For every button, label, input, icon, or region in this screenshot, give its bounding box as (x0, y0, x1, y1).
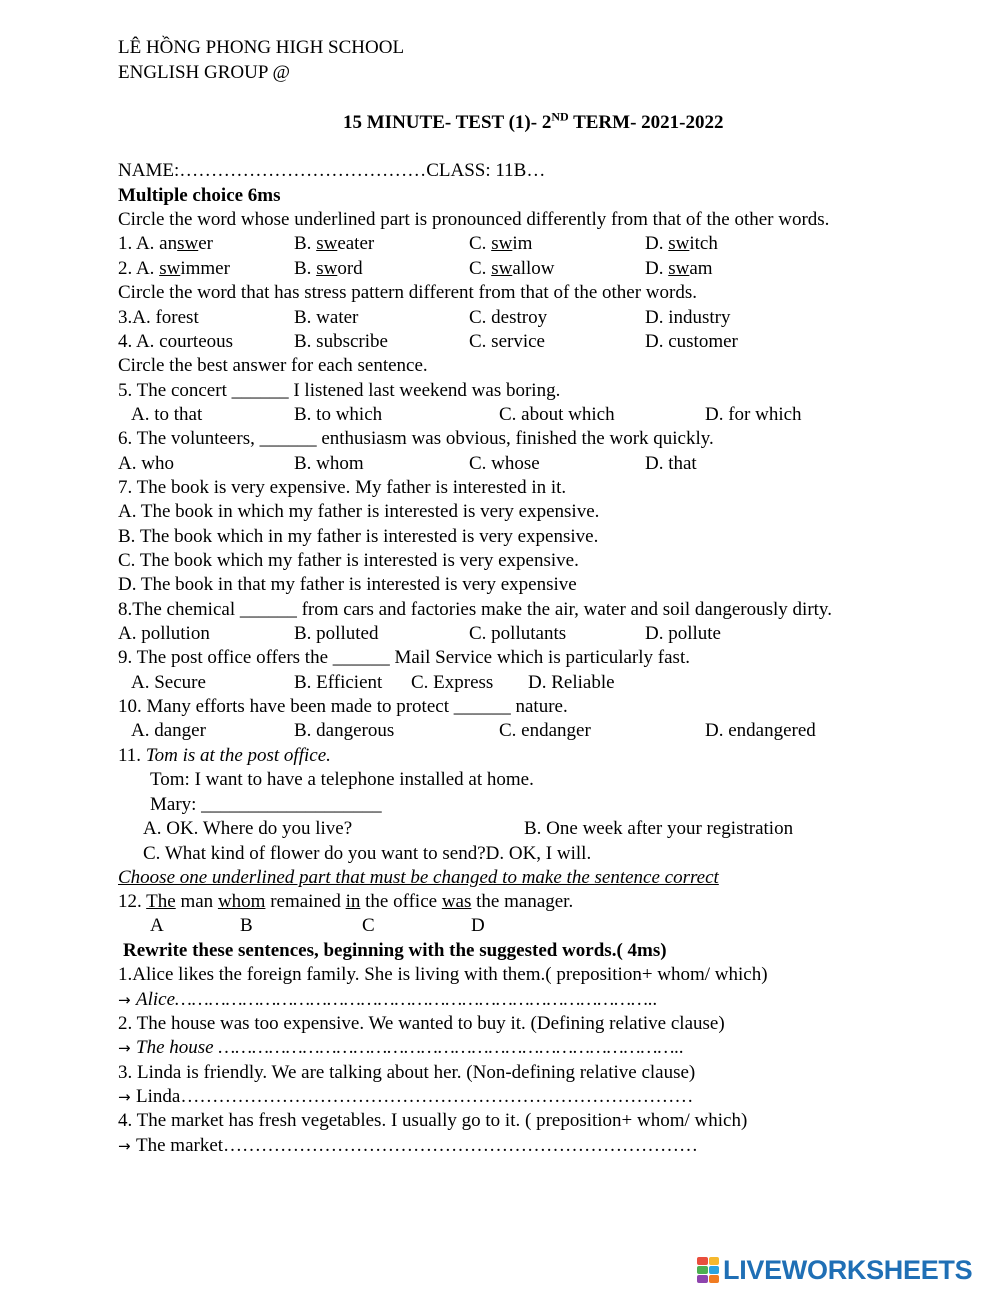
q7-option-d[interactable]: D. The book in that my father is interested is very expensive (118, 574, 577, 595)
q9-option-c[interactable]: C. Express (411, 672, 494, 693)
q12-part-c[interactable]: in (345, 891, 361, 912)
q11-mary-line: Mary: ___________________ (150, 794, 382, 815)
q4-option-b[interactable]: B. subscribe (294, 331, 388, 352)
section-heading-rewrite: Rewrite these sentences, beginning with the suggested words.( 4ms) (123, 940, 667, 961)
q7-option-b[interactable]: B. The book which in my father is interested is very expensive. (118, 526, 599, 547)
instruction-best-answer: Circle the best answer for each sentence. (118, 355, 428, 376)
q10-stem: 10. Many efforts have been made to protect ______ nature. (118, 696, 568, 717)
q7-option-a[interactable]: A. The book in which my father is interested is very expensive. (118, 501, 600, 522)
q7-stem: 7. The book is very expensive. My father is interested in it. (118, 477, 567, 498)
q2-option-d[interactable]: D. swam (645, 258, 713, 279)
q12-letter-b: B (240, 915, 253, 936)
liveworksheets-logo (697, 1255, 972, 1285)
q10-option-b[interactable]: B. dangerous (294, 720, 395, 741)
q2-option-b[interactable]: B. sword (294, 258, 363, 279)
arrow-icon: → (118, 1039, 131, 1057)
q2-option-c[interactable]: C. swallow (469, 258, 555, 279)
q9-option-d[interactable]: D. Reliable (528, 672, 615, 693)
q10-option-a[interactable]: A. danger (131, 720, 206, 741)
q10-option-c[interactable]: C. endanger (499, 720, 591, 741)
rewrite-4-question: 4. The market has fresh vegetables. I usually go to it. ( preposition+ whom/ which) (118, 1110, 748, 1131)
q8-option-d[interactable]: D. pollute (645, 623, 721, 644)
section-heading-mc: Multiple choice 6ms (118, 185, 281, 206)
q10-option-d[interactable]: D. endangered (705, 720, 816, 741)
rewrite-1-question: 1.Alice likes the foreign family. She is living with them.( preposition+ whom/ which) (118, 964, 768, 985)
q8-option-a[interactable]: A. pollution (118, 623, 210, 644)
q1-option-c[interactable]: C. swim (469, 233, 533, 254)
q11-option-a[interactable]: A. OK. Where do you live? (143, 818, 353, 839)
rewrite-2-answer[interactable]: → The house ……………………………………………………………………….. (118, 1037, 684, 1058)
arrow-icon: → (118, 1088, 131, 1106)
q11-option-c-d[interactable]: C. What kind of flower do you want to send?D. OK, I will. (143, 843, 592, 864)
q6-option-b[interactable]: B. whom (294, 453, 364, 474)
q12-part-b[interactable]: whom (217, 891, 266, 912)
q5-option-c[interactable]: C. about which (499, 404, 615, 425)
instruction-pronunciation: Circle the word whose underlined part is pronounced differently from that of the other words. (118, 209, 830, 230)
q11-context: 11. Tom is at the post office. (118, 745, 331, 766)
test-title: 15 MINUTE- TEST (1)- 2ND TERM- 2021-2022 (343, 109, 724, 133)
instruction-stress: Circle the word that has stress pattern different from that of the other words. (118, 282, 697, 303)
q12-sentence: 12. The man whom remained in the office was the manager. (118, 891, 574, 912)
q4-option-d[interactable]: D. customer (645, 331, 738, 352)
q5-option-d[interactable]: D. for which (705, 404, 802, 425)
q4-option-a[interactable]: 4. A. courteous (118, 331, 234, 352)
arrow-icon: → (118, 991, 131, 1009)
q2-option-a[interactable]: 2. A. swimmer (118, 258, 230, 279)
rewrite-1-answer[interactable]: → Alice………………………………………………………………………….. (118, 989, 658, 1010)
liveworksheets-logo-icon (697, 1257, 719, 1283)
q12-part-a[interactable]: The (146, 891, 176, 912)
q12-letter-d: D (471, 915, 485, 936)
q6-option-d[interactable]: D. that (645, 453, 697, 474)
q6-option-a[interactable]: A. who (118, 453, 174, 474)
q12-part-d[interactable]: was (441, 891, 472, 912)
instruction-error-identification: Choose one underlined part that must be changed to make the sentence correct (118, 867, 719, 888)
q3-option-b[interactable]: B. water (294, 307, 359, 328)
q5-option-a[interactable]: A. to that (131, 404, 203, 425)
q7-option-c[interactable]: C. The book which my father is interested is very expensive. (118, 550, 579, 571)
school-name: LÊ HỒNG PHONG HIGH SCHOOL (118, 37, 405, 58)
q12-letter-c: C (362, 915, 375, 936)
q8-stem: 8.The chemical ______ from cars and factories make the air, water and soil dangerously dirty. (118, 599, 832, 620)
q5-stem: 5. The concert ______ I listened last weekend was boring. (118, 380, 561, 401)
q1-option-d[interactable]: D. switch (645, 233, 718, 254)
q11-option-b[interactable]: B. One week after your registration (524, 818, 794, 839)
rewrite-4-answer[interactable]: → The market………………………………………………………………… (118, 1135, 699, 1156)
liveworksheets-brand: LIVEWORKSHEETS (723, 1254, 973, 1285)
q8-option-b[interactable]: B. polluted (294, 623, 379, 644)
q3-option-d[interactable]: D. industry (645, 307, 731, 328)
name-class-line: NAME:…………………………………CLASS: 11B… (118, 160, 546, 181)
rewrite-3-answer[interactable]: → Linda……………………………………………………………………… (118, 1086, 694, 1107)
q5-option-b[interactable]: B. to which (294, 404, 383, 425)
q6-option-c[interactable]: C. whose (469, 453, 540, 474)
rewrite-2-question: 2. The house was too expensive. We wanted to buy it. (Defining relative clause) (118, 1013, 725, 1034)
q4-option-c[interactable]: C. service (469, 331, 545, 352)
q8-option-c[interactable]: C. pollutants (469, 623, 567, 644)
q6-stem: 6. The volunteers, ______ enthusiasm was obvious, finished the work quickly. (118, 428, 714, 449)
q9-stem: 9. The post office offers the ______ Mail Service which is particularly fast. (118, 647, 690, 668)
q12-letter-a: A (150, 915, 164, 936)
q1-option-a[interactable]: 1. A. answer (118, 233, 213, 254)
q11-tom-line: Tom: I want to have a telephone installed at home. (150, 769, 534, 790)
rewrite-3-question: 3. Linda is friendly. We are talking about her. (Non-defining relative clause) (118, 1062, 696, 1083)
q3-option-c[interactable]: C. destroy (469, 307, 548, 328)
q1-option-b[interactable]: B. sweater (294, 233, 375, 254)
arrow-icon: → (118, 1137, 131, 1155)
q3-option-a[interactable]: 3.A. forest (118, 307, 199, 328)
q9-option-b[interactable]: B. Efficient (294, 672, 383, 693)
q9-option-a[interactable]: A. Secure (131, 672, 206, 693)
group-name: ENGLISH GROUP @ (118, 62, 290, 83)
